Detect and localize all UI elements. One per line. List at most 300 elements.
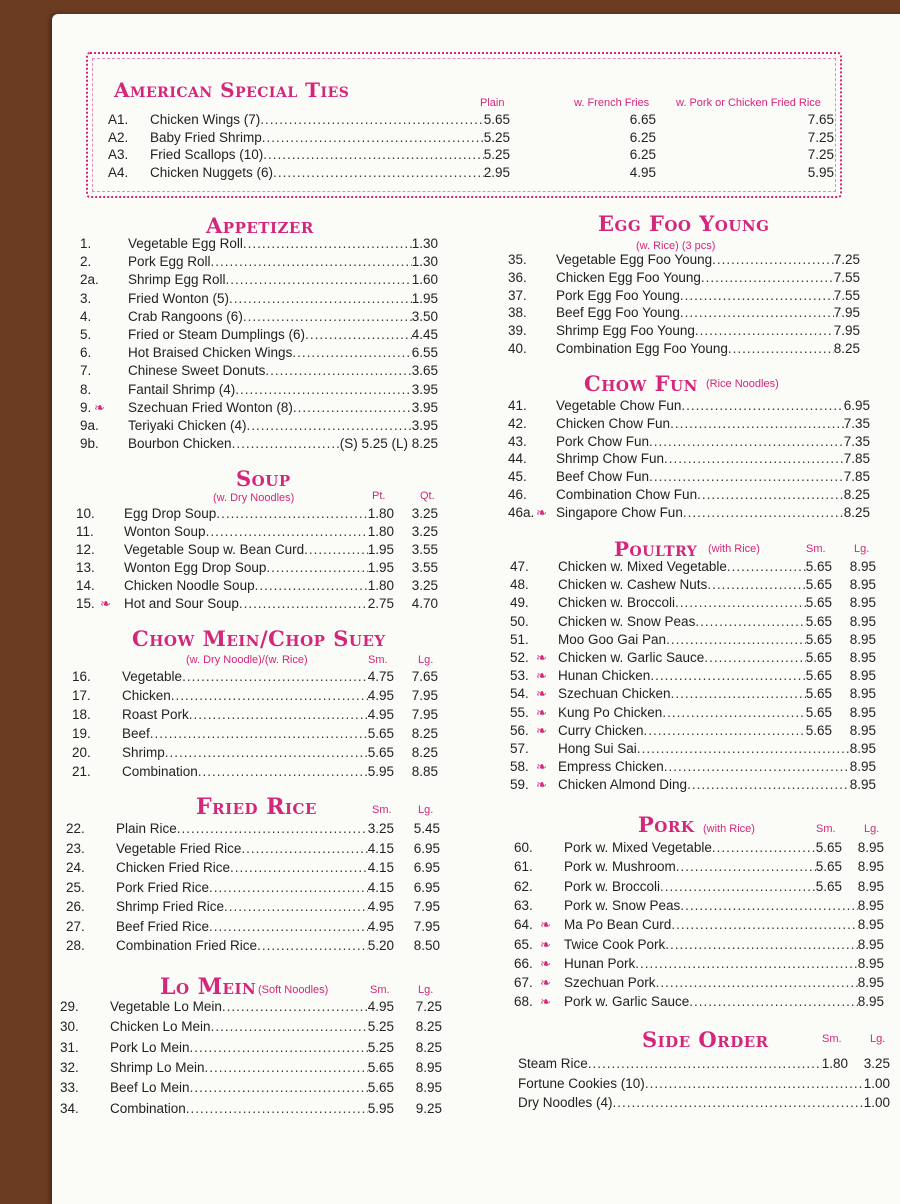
item-price: 3.95 — [411, 381, 438, 397]
lomein-item — [60, 1040, 442, 1058]
item-price: 4.70 — [411, 596, 438, 611]
item-price: 6.95 — [413, 879, 440, 895]
item-price: 6.65 — [629, 112, 656, 127]
lomein-item — [60, 1080, 442, 1098]
leader-dots — [182, 669, 368, 684]
american-item — [108, 147, 834, 165]
item-price: 1.95 — [367, 542, 394, 557]
item-name: Vegetable Chow Fun — [556, 398, 682, 413]
poultry-item — [510, 759, 876, 777]
item-number: 46a. — [508, 504, 535, 520]
item-row — [558, 614, 832, 629]
appetizer-title: Appetizer — [206, 213, 314, 238]
leader-dots — [189, 707, 368, 722]
item-price: 5.95 — [807, 164, 834, 180]
item-number: 27. — [66, 918, 85, 934]
pepper-icon: ❧ — [540, 994, 551, 1010]
item-price: 5.65 — [815, 859, 842, 875]
item-number: A1. — [108, 112, 129, 127]
item-name: Ma Po Bean Curd — [564, 917, 672, 933]
item-number: 25. — [66, 879, 85, 895]
leader-dots — [229, 291, 412, 306]
lomein-col-1: Lg. — [418, 984, 434, 996]
item-price: 4.95 — [367, 707, 394, 722]
item-price: 6.25 — [629, 147, 656, 162]
item-number: 24. — [66, 860, 85, 875]
item-price: 8.95 — [857, 975, 884, 991]
leader-dots — [671, 686, 806, 701]
appetizer-item — [80, 236, 438, 254]
friedrice-item — [66, 899, 440, 917]
item-price: 5.65 — [367, 1080, 394, 1096]
chowfun-item — [508, 505, 870, 523]
eggfoo-subtitle: (w. Rice) (3 pcs) — [636, 240, 716, 252]
item-row — [128, 254, 438, 269]
poultry-item — [510, 650, 876, 668]
item-price: 6.95 — [413, 840, 440, 856]
item-number: 46. — [508, 487, 527, 502]
item-name: Dry Noodles (4) — [518, 1095, 613, 1110]
item-price: 5.65 — [805, 668, 832, 684]
poultry-item — [510, 632, 876, 650]
item-name: Pork w. Broccoli — [564, 878, 661, 894]
chowfun-item — [508, 469, 870, 487]
item-name: Pork w. Garlic Sauce — [564, 994, 690, 1010]
leader-dots — [664, 451, 844, 466]
item-number: A3. — [108, 147, 129, 162]
item-price: 7.95 — [833, 323, 860, 339]
pork-item — [514, 937, 884, 955]
poultry-item — [510, 577, 876, 595]
item-number: 67. — [514, 975, 533, 991]
item-row — [116, 938, 394, 953]
item-row — [122, 745, 394, 760]
leader-dots — [671, 917, 857, 932]
item-name: Hunan Chicken — [558, 668, 651, 684]
item-number: 9. — [80, 399, 92, 415]
item-row — [150, 112, 510, 127]
leader-dots — [637, 741, 850, 756]
item-name: Pork Lo Mein — [110, 1039, 190, 1055]
item-name: Hunan Pork — [564, 955, 636, 971]
item-row — [122, 726, 394, 741]
item-price: 1.80 — [367, 506, 394, 521]
item-price: 8.25 — [843, 504, 870, 520]
item-number: 9b. — [80, 436, 99, 452]
item-name: Twice Cook Pork — [564, 936, 666, 952]
item-number: 22. — [66, 821, 85, 836]
item-price: 7.95 — [833, 305, 860, 321]
poultry-item — [510, 705, 876, 723]
appetizer-item — [80, 291, 438, 309]
item-price: 8.95 — [849, 722, 876, 738]
item-row — [116, 919, 394, 934]
soup-item — [76, 542, 438, 560]
item-row — [124, 596, 394, 611]
pepper-icon: ❧ — [536, 759, 547, 775]
item-name: Vegetable Soup w. Bean Curd — [124, 542, 305, 557]
leader-dots — [697, 487, 844, 502]
item-number: 43. — [508, 433, 527, 449]
leader-dots — [635, 956, 857, 971]
lomein-item — [60, 1019, 442, 1037]
item-price: 3.25 — [411, 578, 438, 593]
leader-dots — [304, 542, 368, 557]
leader-dots — [613, 1095, 864, 1110]
item-row — [122, 764, 394, 779]
item-name: Chicken w. Broccoli — [558, 595, 676, 611]
item-number: 23. — [66, 840, 85, 856]
item-number: 51. — [510, 631, 529, 647]
soup-item — [76, 560, 438, 578]
item-name: Roast Pork — [122, 707, 189, 722]
leader-dots — [177, 821, 368, 836]
item-price: 5.65 — [805, 631, 832, 647]
item-row — [128, 309, 438, 324]
friedrice-item — [66, 880, 440, 898]
leader-dots — [243, 236, 412, 251]
item-price: 5.65 — [805, 722, 832, 738]
item-name: Fantail Shrimp (4) — [128, 381, 236, 397]
item-name: Bourbon Chicken — [128, 436, 232, 452]
item-price: 8.95 — [857, 840, 884, 855]
item-name: Moo Goo Gai Pan — [558, 631, 667, 647]
item-number: 59. — [510, 777, 529, 793]
item-row — [116, 880, 394, 895]
item-number: 2a. — [80, 272, 99, 288]
item-price: 4.15 — [367, 840, 394, 856]
appetizer-item — [80, 309, 438, 327]
item-name: Hot Braised Chicken Wings — [128, 345, 293, 361]
item-number: 16. — [72, 669, 91, 684]
item-row — [110, 1019, 394, 1034]
item-number: 3. — [80, 290, 92, 306]
item-price: 1.95 — [367, 560, 394, 575]
item-price: 5.65 — [805, 686, 832, 702]
item-price: 7.65 — [411, 669, 438, 684]
pepper-icon: ❧ — [100, 596, 111, 611]
item-row — [558, 686, 832, 701]
item-row — [564, 937, 884, 952]
lomein-subtitle: (Soft Noodles) — [258, 984, 329, 996]
item-price: 5.65 — [805, 613, 832, 629]
item-number: 41. — [508, 398, 527, 413]
item-price: 7.25 — [807, 129, 834, 145]
eggfoo-item — [508, 252, 860, 270]
item-name: Pork Egg Roll — [128, 254, 211, 270]
item-row — [556, 434, 870, 449]
pepper-icon: ❧ — [94, 399, 105, 415]
item-price: 4.95 — [367, 918, 394, 934]
appetizer-item — [80, 436, 438, 454]
item-name: Combination Fried Rice — [116, 938, 258, 953]
item-row — [116, 860, 394, 875]
leader-dots — [190, 1040, 368, 1055]
item-price: 7.95 — [411, 707, 438, 722]
friedrice-item — [66, 919, 440, 937]
item-row — [128, 291, 438, 306]
eggfoo-item — [508, 341, 860, 359]
pork-item — [514, 879, 884, 897]
item-price: 5.45 — [413, 821, 440, 836]
item-price: 5.65 — [805, 650, 832, 665]
item-name: Pork w. Mushroom — [564, 859, 676, 875]
american-item — [108, 112, 834, 130]
item-number: 9a. — [80, 418, 99, 433]
item-name: Szechuan Pork — [564, 975, 656, 991]
item-row — [116, 899, 394, 914]
item-name: Shrimp Fried Rice — [116, 899, 225, 914]
appetizer-item — [80, 272, 438, 290]
item-name: Beef Lo Mein — [110, 1080, 190, 1096]
item-name: Chicken w. Snow Peas — [558, 613, 696, 629]
item-row — [564, 994, 884, 1009]
item-name: Shrimp — [122, 745, 165, 760]
item-number: 40. — [508, 341, 527, 356]
item-price: 7.25 — [415, 999, 442, 1014]
poultry-item — [510, 559, 876, 577]
item-number: 5. — [80, 327, 92, 342]
item-price: 8.95 — [849, 704, 876, 720]
chowmein-title: Chow Mein/Chop Suey — [132, 626, 386, 651]
pepper-icon: ❧ — [536, 504, 547, 520]
item-number: 21. — [72, 764, 91, 779]
pepper-icon: ❧ — [540, 955, 551, 971]
appetizer-item — [80, 254, 438, 272]
leader-dots — [664, 759, 850, 774]
item-number: A2. — [108, 129, 129, 145]
item-price: 3.25 — [411, 506, 438, 521]
item-name: Vegetable Fried Rice — [116, 840, 242, 856]
leader-dots — [680, 288, 834, 303]
leader-dots — [644, 723, 806, 738]
poultry-item — [510, 741, 876, 759]
lomein-item — [60, 1101, 442, 1119]
item-name: Beef — [122, 726, 150, 741]
item-number: 12. — [76, 542, 95, 557]
leader-dots — [712, 840, 816, 855]
item-number: 19. — [72, 726, 91, 741]
leader-dots — [265, 363, 411, 378]
item-number: 42. — [508, 415, 527, 431]
leader-dots — [670, 416, 844, 431]
chowfun-item — [508, 398, 870, 416]
american-item — [108, 165, 834, 183]
pork-item — [514, 859, 884, 877]
item-price: 1.00 — [863, 1075, 890, 1091]
item-price: 9.25 — [415, 1100, 442, 1116]
leader-dots — [650, 668, 805, 683]
item-price: 3.25 — [367, 821, 394, 836]
item-name: Chicken Noodle Soup — [124, 578, 255, 593]
chowfun-item — [508, 487, 870, 505]
leader-dots — [247, 418, 412, 433]
item-row — [558, 705, 832, 720]
item-row — [556, 451, 870, 466]
item-price: 5.65 — [367, 1059, 394, 1075]
item-price: 3.95 — [411, 418, 438, 433]
item-number: 48. — [510, 577, 529, 593]
item-price: 8.95 — [857, 994, 884, 1010]
item-name: Chicken — [122, 688, 171, 703]
leader-dots — [209, 880, 368, 895]
item-price: 5.95 — [367, 1100, 394, 1116]
item-row — [122, 688, 394, 703]
pork-item — [514, 994, 884, 1012]
item-price: 8.95 — [857, 878, 884, 894]
item-name: Pork Chow Fun — [556, 433, 650, 449]
item-price: 8.25 — [411, 726, 438, 741]
american-col-1: w. French Fries — [574, 97, 650, 109]
item-price: 1.80 — [367, 578, 394, 593]
item-number: 63. — [514, 897, 533, 913]
item-name: Wonton Soup — [124, 524, 206, 539]
leader-dots — [293, 400, 412, 415]
item-price: 3.65 — [411, 363, 438, 379]
item-price: 5.65 — [805, 704, 832, 720]
soup-subtitle: (w. Dry Noodles) — [213, 492, 295, 504]
item-price: 7.55 — [833, 287, 860, 303]
appetizer-item — [80, 382, 438, 400]
item-name: Empress Chicken — [558, 759, 664, 775]
pork-title: Pork — [638, 812, 695, 837]
friedrice-item — [66, 841, 440, 859]
item-price: 8.95 — [857, 955, 884, 971]
pork-subtitle: (with Rice) — [703, 823, 755, 835]
item-price: 6.55 — [411, 345, 438, 361]
item-row — [556, 252, 860, 267]
item-name: Shrimp Egg Foo Young — [556, 323, 695, 339]
item-price: 8.95 — [415, 1059, 442, 1075]
item-row — [564, 975, 884, 990]
item-row — [124, 506, 394, 521]
item-row — [556, 505, 870, 520]
item-number: 29. — [60, 999, 79, 1014]
poultry-subtitle: (with Rice) — [708, 543, 760, 555]
item-row — [128, 363, 438, 378]
pork-col-1: Lg. — [864, 823, 880, 835]
item-row — [124, 542, 394, 557]
item-price: 8.25 — [415, 1039, 442, 1055]
pepper-icon: ❧ — [536, 704, 547, 720]
chowmein-item — [72, 764, 438, 782]
item-row — [558, 595, 832, 610]
leader-dots — [649, 469, 844, 484]
item-name: Vegetable Egg Roll — [128, 236, 243, 251]
item-price: 7.95 — [413, 899, 440, 914]
american-col-2: w. Pork or Chicken Fried Rice — [676, 97, 821, 109]
chowfun-item — [508, 416, 870, 434]
american-title: American Special Ties — [114, 78, 350, 102]
soup-item — [76, 524, 438, 542]
pork-item — [514, 917, 884, 935]
item-number: 38. — [508, 305, 527, 321]
item-number: 20. — [72, 745, 91, 760]
leader-dots — [186, 1101, 368, 1116]
item-row — [110, 999, 394, 1014]
item-name: Pork w. Snow Peas — [564, 897, 681, 913]
item-price: 7.95 — [411, 688, 438, 703]
item-number: 54. — [510, 686, 529, 702]
soup-item — [76, 596, 438, 614]
item-row — [518, 1095, 890, 1110]
item-row — [150, 130, 510, 145]
american-item — [108, 130, 834, 148]
leader-dots — [707, 577, 805, 592]
item-number: 31. — [60, 1039, 79, 1055]
item-name: Chicken Chow Fun — [556, 415, 671, 431]
sideorder-col-1: Lg. — [870, 1033, 886, 1045]
item-row — [558, 759, 876, 774]
chowfun-title: Chow Fun — [584, 371, 698, 396]
chowfun-subtitle: (Rice Noodles) — [706, 378, 779, 390]
item-name: Beef Fried Rice — [116, 918, 210, 934]
item-number: 34. — [60, 1100, 79, 1116]
item-row — [558, 650, 832, 665]
item-price: 4.95 — [367, 899, 394, 914]
leader-dots — [680, 898, 857, 913]
item-row — [128, 400, 438, 415]
item-price: 6.95 — [413, 860, 440, 875]
pork-item — [514, 975, 884, 993]
item-row — [558, 741, 876, 756]
item-row — [564, 898, 884, 913]
leader-dots — [728, 341, 834, 356]
item-price: 7.95 — [413, 918, 440, 934]
item-row — [556, 487, 870, 502]
item-price: 8.95 — [857, 897, 884, 913]
friedrice-title: Fried Rice — [196, 794, 317, 820]
item-price: 3.55 — [411, 542, 438, 557]
item-row — [556, 323, 860, 338]
item-price: 7.85 — [843, 469, 870, 485]
item-number: 47. — [510, 559, 529, 574]
item-number: 44. — [508, 451, 527, 467]
item-number: 58. — [510, 759, 529, 775]
appetizer-item — [80, 327, 438, 345]
item-name: Shrimp Chow Fun — [556, 451, 665, 467]
friedrice-item — [66, 938, 440, 956]
item-number: 6. — [80, 345, 92, 361]
item-price: 7.35 — [843, 433, 870, 449]
appetizer-item — [80, 418, 438, 436]
item-number: 2. — [80, 254, 92, 270]
friedrice-col-0: Sm. — [372, 804, 392, 816]
item-row — [556, 416, 870, 431]
poultry-item — [510, 595, 876, 613]
pepper-icon: ❧ — [536, 722, 547, 738]
item-name: Pork Fried Rice — [116, 879, 210, 895]
leader-dots — [660, 879, 816, 894]
leader-dots — [235, 382, 411, 397]
sideorder-title: Side Order — [642, 1027, 769, 1052]
item-price: 5.65 — [367, 745, 394, 760]
item-price: 3.95 — [411, 399, 438, 415]
item-row — [556, 288, 860, 303]
item-price: 2.95 — [483, 164, 510, 180]
chowfun-item — [508, 434, 870, 452]
poultry-col-1: Lg. — [854, 543, 870, 555]
item-row — [564, 956, 884, 971]
item-price: 7.35 — [843, 415, 870, 431]
item-number: 65. — [514, 936, 533, 952]
item-name: Vegetable Egg Foo Young — [556, 252, 713, 267]
lomein-title: Lo Mein — [160, 974, 257, 1000]
item-name: Szechuan Fried Wonton (8) — [128, 399, 293, 415]
pepper-icon: ❧ — [536, 777, 547, 793]
item-number: 36. — [508, 269, 527, 285]
item-name: Combination Chow Fun — [556, 487, 698, 502]
